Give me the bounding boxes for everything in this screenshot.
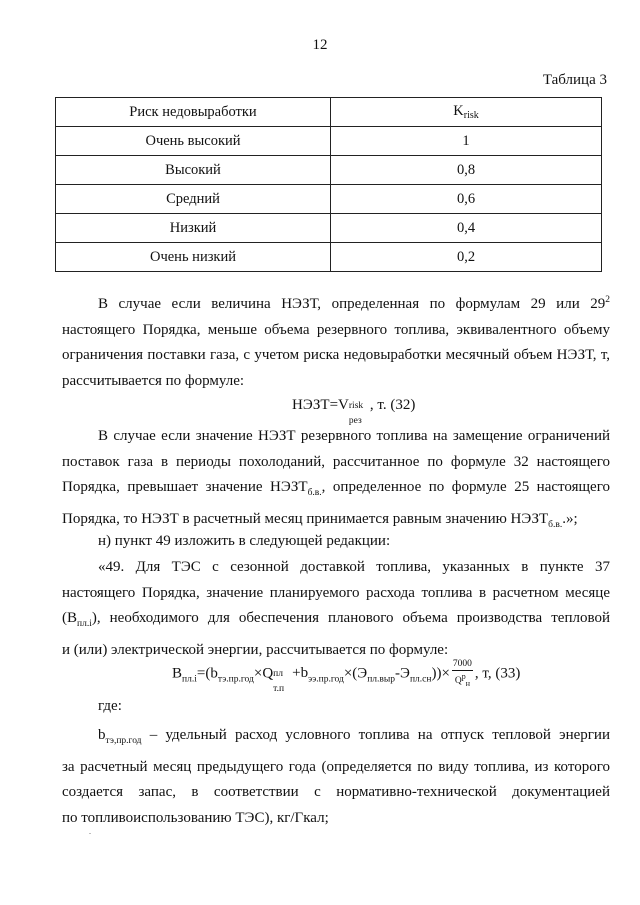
table-row bbox=[56, 156, 602, 185]
page-number: 12 bbox=[312, 37, 328, 53]
k-value-cell: 0,8 bbox=[331, 156, 602, 185]
fraction: $\frac{7000}{Q^р_н}$ bbox=[452, 659, 472, 689]
text-line: за расчетный месяц предыдущего года (определяется по виду топлива, из которого bbox=[62, 758, 610, 775]
text-line: ограничения поставки газа, с учетом риска недовыработки месячный объем НЭЗТ, т, bbox=[62, 347, 610, 363]
risk-level-cell: Средний bbox=[56, 185, 331, 214]
k-value-cell: 0,6 bbox=[331, 185, 602, 214]
paragraph-item-49 bbox=[62, 555, 610, 663]
text-line: настоящего Порядка, меньше объема резервного топлива, эквивалентного объему bbox=[62, 321, 610, 338]
formula-33: $B_{пл.i}=(b_{тэ.пр.год}\times Q$ пл т.п $+b_{ээ.пр.год}\times(Э_{пл.выр}-Э_{пл.сн}))\times$ $\frac{7000}{Q^р_н}$ , т, (33) bbox=[172, 659, 521, 695]
risk-level-cell: Очень низкий bbox=[56, 243, 331, 272]
text-line: по топливоиспользованию ТЭС), кг/Гкал; bbox=[62, 809, 329, 826]
text-line: В случае если значение НЭЗТ резервного топлива на замещение ограничений bbox=[98, 428, 610, 444]
k-value-cell: 1 bbox=[331, 127, 602, 156]
paragraph-nezt-cold-periods bbox=[62, 424, 610, 538]
text-line: настоящего Порядка, значение планируемого расхода топлива в расчетном месяце bbox=[62, 584, 610, 601]
formula-32: НЭЗТ=V risk рез , т. (32) bbox=[292, 397, 416, 426]
risk-level-cell: Высокий bbox=[56, 156, 331, 185]
header-k-risk: $K_{risk}$ bbox=[331, 98, 602, 127]
table-header-row bbox=[56, 98, 602, 127]
table-row bbox=[56, 243, 602, 272]
paragraph-nezt-reserve bbox=[62, 288, 610, 394]
text-line: В случае если величина НЭЗТ, определенная по формулам 29 или $29^2$ bbox=[98, 295, 610, 312]
paragraph-item-49-intro bbox=[62, 529, 610, 555]
text-line: рассчитывается по формуле: bbox=[62, 372, 245, 389]
text-line: $(B_{пл.i})$, необходимого для обеспечения планового объема производства тепловой bbox=[62, 610, 610, 629]
text-line: $b_{тэ,пр.год}$ – удельный расход условного топлива на отпуск тепловой энергии bbox=[98, 727, 610, 746]
text-line: «49. Для ТЭС с сезонной доставкой топлива, указанных в пункте 37 bbox=[98, 559, 610, 575]
k-value-cell: 0,4 bbox=[331, 214, 602, 243]
text-line: н) пункт 49 изложить в следующей редакции: bbox=[98, 533, 391, 549]
footer-mark: . bbox=[89, 827, 91, 836]
text-line: поставок газа в периоды похолоданий, рассчитанное по формуле 32 настоящего bbox=[62, 453, 610, 470]
paragraph-b-te-definition bbox=[62, 723, 610, 831]
text-line: и (или) электрической энергии, рассчитывается по формуле: bbox=[62, 641, 449, 658]
k-value-cell: 0,2 bbox=[331, 243, 602, 272]
table-row bbox=[56, 127, 602, 156]
risk-level-cell: Низкий bbox=[56, 214, 331, 243]
text-line: Порядка, превышает значение $НЭЗТ_{б.в.}$, определенное по формуле 25 настоящего bbox=[62, 479, 610, 498]
header-risk: Риск недовыработки bbox=[56, 98, 331, 127]
risk-level-cell: Очень высокий bbox=[56, 127, 331, 156]
table-label: Таблица 3 bbox=[542, 72, 607, 88]
where-label: где: bbox=[98, 698, 122, 714]
table-row bbox=[56, 214, 602, 243]
text-line: Порядка, то НЭЗТ в расчетный месяц принимается равным значению $НЭЗТ_{б.в.}$.»; bbox=[62, 510, 578, 530]
risk-coefficient-table bbox=[55, 97, 602, 272]
text-line: создается запас, в соответствии с нормативно-технической документацией bbox=[62, 784, 610, 800]
table-row bbox=[56, 185, 602, 214]
